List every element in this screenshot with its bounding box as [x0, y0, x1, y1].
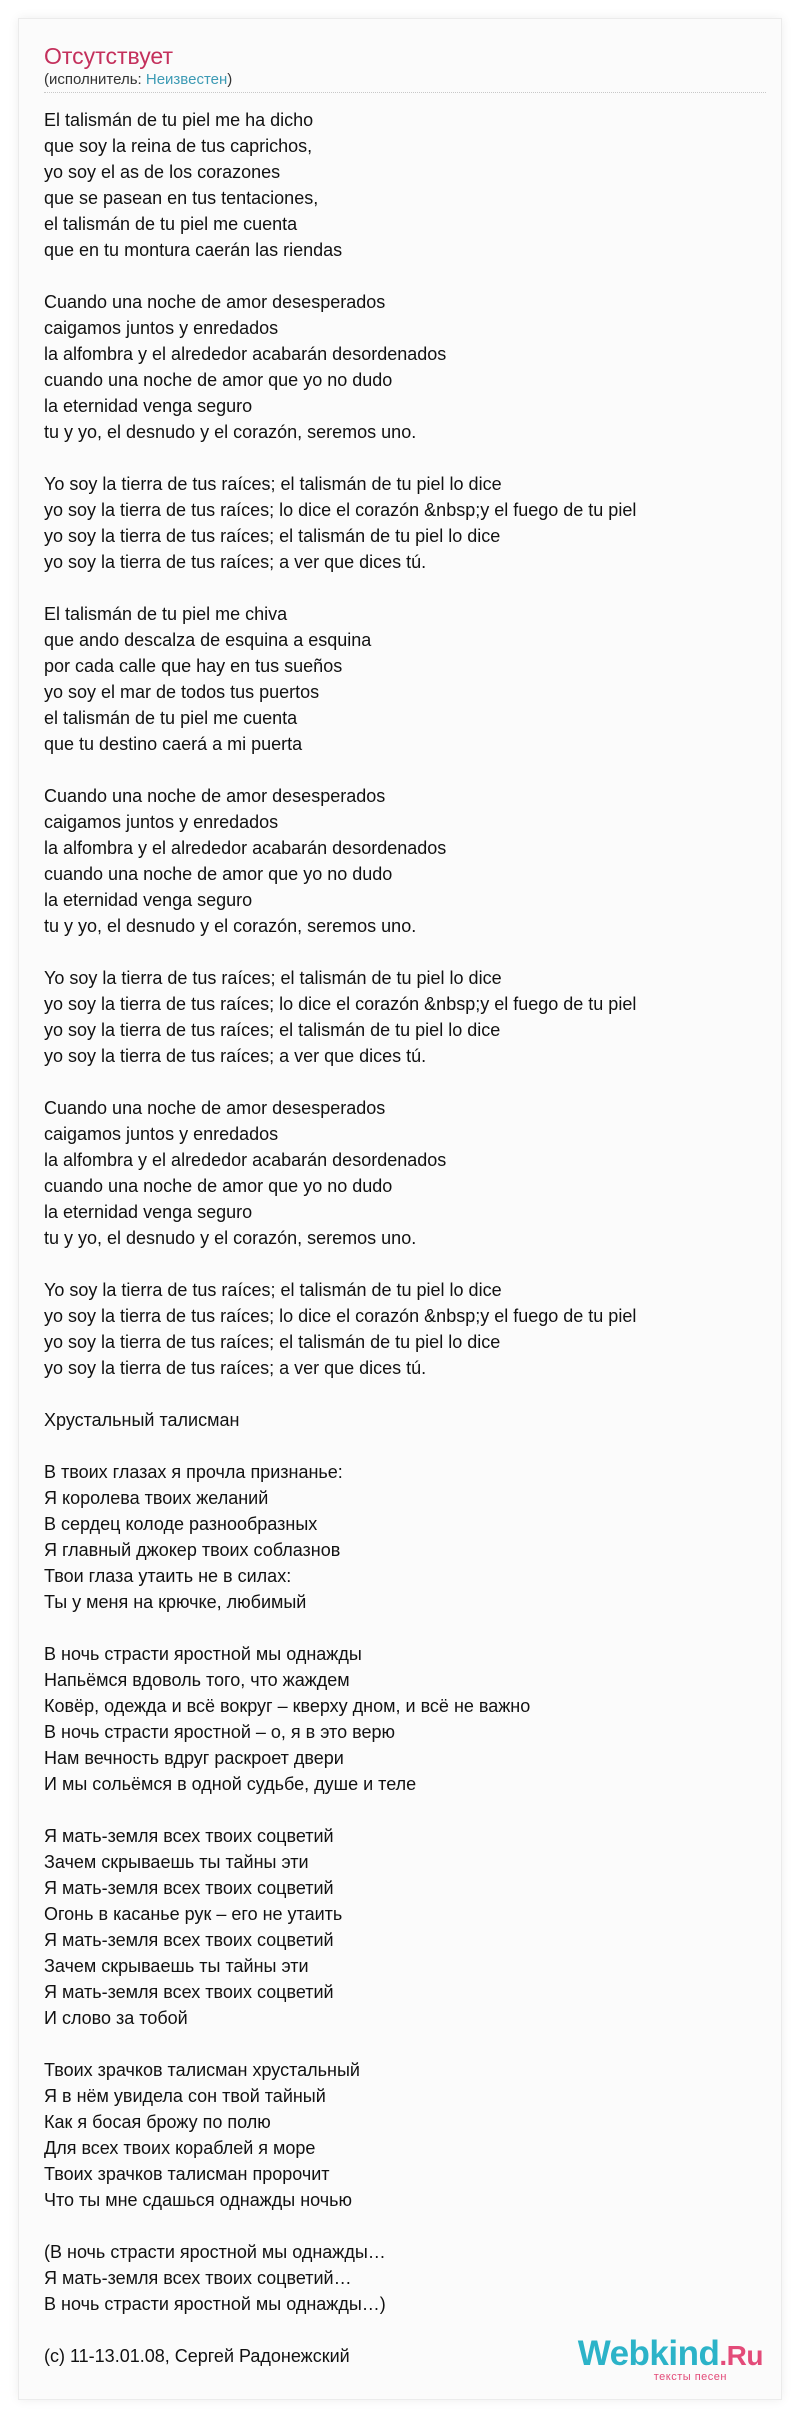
logo-name: Webkind	[577, 2334, 720, 2373]
artist-line	[44, 71, 232, 89]
lyrics-line: Я мать-земля всех твоих соцветий	[44, 1930, 334, 1950]
lyrics-line: cuando una noche de amor que yo no dudo	[44, 1176, 393, 1196]
lyrics-stanza	[44, 2239, 766, 2317]
lyrics-stanza	[44, 1459, 766, 1615]
lyrics-stanza	[44, 2057, 766, 2213]
lyrics-line: el talismán de tu piel me cuenta	[44, 708, 298, 728]
lyrics-line: В ночь страсти яростной мы однажды	[44, 1644, 362, 1664]
lyrics-line: yo soy la tierra de tus raíces; lo dice el corazón &nbsp;y el fuego de tu piel	[44, 994, 637, 1014]
lyrics-line: Зачем скрываешь ты тайны эти	[44, 1956, 309, 1976]
lyrics-line: la eternidad venga seguro	[44, 396, 253, 416]
lyrics-line: Cuando una noche de amor desesperados	[44, 1098, 386, 1118]
lyrics-page	[18, 18, 782, 2400]
lyrics-stanza	[44, 601, 766, 757]
lyrics-line: el talismán de tu piel me cuenta	[44, 214, 298, 234]
lyrics-line: yo soy la tierra de tus raíces; lo dice el corazón &nbsp;y el fuego de tu piel	[44, 1306, 637, 1326]
lyrics-line: В ночь страсти яростной – о, я в это верю	[44, 1722, 395, 1742]
lyrics-line: que soy la reina de tus caprichos,	[44, 136, 313, 156]
lyrics-line: yo soy la tierra de tus raíces; a ver que dices tú.	[44, 1358, 427, 1378]
lyrics-line: Напьёмся вдоволь того, что жаждем	[44, 1670, 350, 1690]
lyrics-line: cuando una noche de amor que yo no dudo	[44, 864, 393, 884]
logo-tld: .Ru	[719, 2340, 763, 2371]
artist-suffix: )	[227, 71, 233, 88]
song-title: Отсутствует	[44, 43, 173, 69]
lyrics-stanza	[44, 783, 766, 939]
lyrics-stanza	[44, 1641, 766, 1797]
lyrics-line: Зачем скрываешь ты тайны эти	[44, 1852, 309, 1872]
lyrics-line: la alfombra y el alrededor acabarán desordenados	[44, 838, 447, 858]
lyrics-line: la alfombra y el alrededor acabarán desordenados	[44, 1150, 447, 1170]
lyrics-line: yo soy la tierra de tus raíces; el talismán de tu piel lo dice	[44, 526, 501, 546]
lyrics-body	[44, 107, 766, 2395]
site-logo[interactable]	[573, 2335, 763, 2385]
lyrics-line: Твои глаза утаить не в силах:	[44, 1566, 292, 1586]
lyrics-line: Я в нём увидела сон твой тайный	[44, 2086, 326, 2106]
lyrics-line: Ты у меня на крючке, любимый	[44, 1592, 307, 1612]
lyrics-line: Я мать-земля всех твоих соцветий	[44, 1826, 334, 1846]
lyrics-stanza	[44, 1407, 766, 1433]
lyrics-line: la eternidad venga seguro	[44, 1202, 253, 1222]
lyrics-line: Нам вечность вдруг раскроет двери	[44, 1748, 344, 1768]
lyrics-line: yo soy la tierra de tus raíces; a ver que dices tú.	[44, 1046, 427, 1066]
logo-wordmark	[578, 2335, 763, 2375]
lyrics-line: В твоих глазах я прочла признанье:	[44, 1462, 343, 1482]
lyrics-line: В сердец колоде разнообразных	[44, 1514, 318, 1534]
lyrics-line: Огонь в касанье рук – его не утаить	[44, 1904, 343, 1924]
lyrics-line: Yo soy la tierra de tus raíces; el talismán de tu piel lo dice	[44, 968, 502, 988]
lyrics-line: tu y yo, el desnudo y el corazón, seremos uno.	[44, 1228, 417, 1248]
lyrics-line: yo soy el mar de todos tus puertos	[44, 682, 320, 702]
lyrics-line: Что ты мне сдашься однажды ночью	[44, 2190, 353, 2210]
lyrics-line: El talismán de tu piel me chiva	[44, 604, 288, 624]
lyrics-line: yo soy la tierra de tus raíces; el talismán de tu piel lo dice	[44, 1332, 501, 1352]
lyrics-stanza	[44, 965, 766, 1069]
artist-prefix: (исполнитель:	[44, 71, 146, 88]
lyrics-line: Cuando una noche de amor desesperados	[44, 292, 386, 312]
lyrics-stanza	[44, 471, 766, 575]
lyrics-line: Yo soy la tierra de tus raíces; el talismán de tu piel lo dice	[44, 1280, 502, 1300]
lyrics-line: Yo soy la tierra de tus raíces; el talismán de tu piel lo dice	[44, 474, 502, 494]
lyrics-line: (В ночь страсти яростной мы однажды…	[44, 2242, 386, 2262]
lyrics-line: Я мать-земля всех твоих соцветий…	[44, 2268, 352, 2288]
lyrics-line: Для всех твоих кораблей я море	[44, 2138, 316, 2158]
lyrics-line: Твоих зрачков талисман пророчит	[44, 2164, 330, 2184]
lyrics-line: caigamos juntos y enredados	[44, 812, 279, 832]
lyrics-line: yo soy la tierra de tus raíces; el talismán de tu piel lo dice	[44, 1020, 501, 1040]
lyrics-line: la alfombra y el alrededor acabarán desordenados	[44, 344, 447, 364]
header-divider	[44, 92, 766, 93]
lyrics-line: Как я босая брожу по полю	[44, 2112, 271, 2132]
lyrics-line: caigamos juntos y enredados	[44, 1124, 279, 1144]
lyrics-line: la eternidad venga seguro	[44, 890, 253, 910]
lyrics-line: que ando descalza de esquina a esquina	[44, 630, 372, 650]
lyrics-line: yo soy el as de los corazones	[44, 162, 281, 182]
lyrics-line: que tu destino caerá a mi puerta	[44, 734, 303, 754]
artist-link[interactable]: Неизвестен	[145, 71, 228, 88]
lyrics-line: (c) 11-13.01.08, Сергей Радонежский	[44, 2346, 350, 2366]
lyrics-line: Ковёр, одежда и всё вокруг – кверху дном, и всё не важно	[44, 1696, 531, 1716]
lyrics-line: por cada calle que hay en tus sueños	[44, 656, 343, 676]
lyrics-line: Я главный джокер твоих соблазнов	[44, 1540, 341, 1560]
lyrics-stanza	[44, 289, 766, 445]
lyrics-stanza	[44, 1277, 766, 1381]
lyrics-line: yo soy la tierra de tus raíces; lo dice el corazón &nbsp;y el fuego de tu piel	[44, 500, 637, 520]
lyrics-line: И мы сольёмся в одной судьбе, душе и теле	[44, 1774, 417, 1794]
lyrics-line: Я мать-земля всех твоих соцветий	[44, 1878, 334, 1898]
lyrics-line: Я королева твоих желаний	[44, 1488, 269, 1508]
lyrics-line: yo soy la tierra de tus raíces; a ver que dices tú.	[44, 552, 427, 572]
lyrics-line: El talismán de tu piel me ha dicho	[44, 110, 314, 130]
lyrics-line: Твоих зрачков талисман хрустальный	[44, 2060, 360, 2080]
lyrics-stanza	[44, 1823, 766, 2031]
lyrics-line: cuando una noche de amor que yo no dudo	[44, 370, 393, 390]
lyrics-line: que en tu montura caerán las riendas	[44, 240, 343, 260]
lyrics-line: Хрустальный талисман	[44, 1410, 240, 1430]
lyrics-line: И слово за тобой	[44, 2008, 188, 2028]
lyrics-line: Cuando una noche de amor desesperados	[44, 786, 386, 806]
lyrics-line: que se pasean en tus tentaciones,	[44, 188, 319, 208]
lyrics-line: В ночь страсти яростной мы однажды…)	[44, 2294, 386, 2314]
lyrics-line: caigamos juntos y enredados	[44, 318, 279, 338]
lyrics-stanza	[44, 107, 766, 263]
lyrics-line: tu y yo, el desnudo y el corazón, seremos uno.	[44, 916, 417, 936]
lyrics-line: Я мать-земля всех твоих соцветий	[44, 1982, 334, 2002]
logo-tagline: тексты песен	[653, 2371, 727, 2383]
lyrics-line: tu y yo, el desnudo y el corazón, seremos uno.	[44, 422, 417, 442]
lyrics-stanza	[44, 1095, 766, 1251]
